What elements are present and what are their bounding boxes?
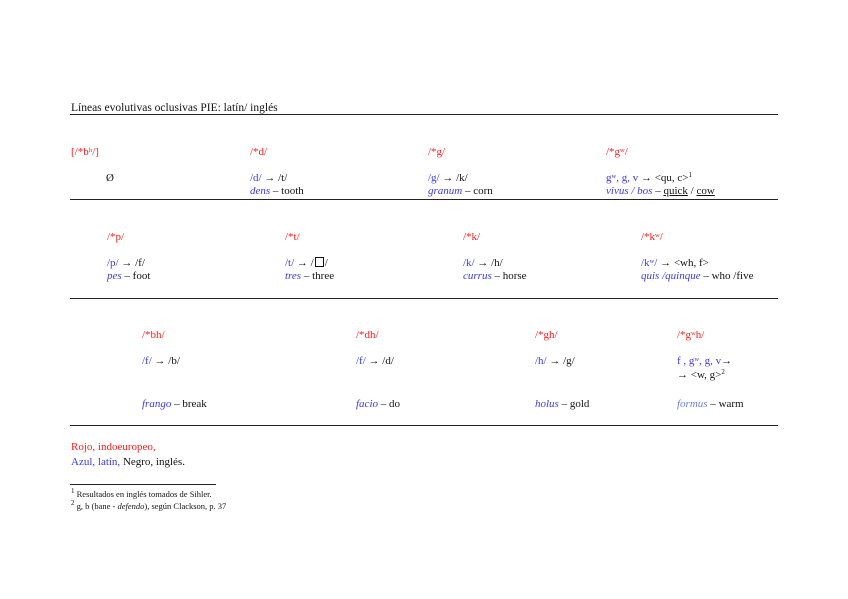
example-k <box>463 270 527 283</box>
legend-black: Negro, inglés. <box>122 456 185 468</box>
latin-word: facio <box>356 398 378 410</box>
arrow-icon: → <box>660 257 672 269</box>
dash: – <box>174 398 180 410</box>
footnote-2 <box>71 501 226 511</box>
row2-rule <box>70 298 778 299</box>
latin-word: quis /quinque <box>641 270 701 282</box>
footnote-1 <box>71 489 212 499</box>
dash: – <box>703 270 709 282</box>
english-word: horse <box>502 270 527 282</box>
change-gwh-line1 <box>677 355 732 368</box>
change-d <box>250 172 287 185</box>
pie-t: /*t/ <box>285 231 300 243</box>
null-result: Ø <box>106 172 114 184</box>
english-word: warm <box>718 398 744 410</box>
slash-open: / <box>310 257 314 269</box>
latin-word: formus <box>677 398 708 410</box>
footnote-ref-2: 2 <box>721 368 725 376</box>
arrow-icon: → <box>677 369 688 381</box>
example-gw <box>606 185 715 198</box>
english-t: /t/ <box>278 172 288 184</box>
slash-close: / <box>324 257 328 269</box>
dash: – <box>272 185 279 197</box>
legend-blue: Azul, latín, <box>71 456 121 468</box>
example-gwh <box>677 398 744 411</box>
latin-gw: gʷ, g, v <box>606 172 639 184</box>
english-word: foot <box>132 270 151 282</box>
change-gh <box>535 355 575 368</box>
dash: – <box>380 398 387 410</box>
pie-dh: /*dh/ <box>356 329 379 341</box>
english-word-cow: cow <box>696 185 715 197</box>
example-p <box>107 270 150 283</box>
example-gh <box>535 398 589 411</box>
change-bh <box>142 355 180 368</box>
footnote-number: 1 <box>71 487 75 495</box>
pie-gw: /*gʷ/ <box>606 146 628 158</box>
dash: – <box>561 398 568 410</box>
english-h: /h/ <box>491 257 503 269</box>
row1-rule <box>70 199 778 200</box>
dash: – <box>124 270 130 282</box>
arrow-icon: → <box>121 257 133 269</box>
english-word: gold <box>569 398 590 410</box>
english-b: /b/ <box>168 355 180 367</box>
english-word: do <box>389 398 400 410</box>
pie-g: /*g/ <box>428 146 446 158</box>
example-d <box>250 185 304 198</box>
latin-word: pes <box>107 270 122 282</box>
example-kw <box>641 270 753 283</box>
arrow-icon: → <box>549 355 561 367</box>
legend-line2 <box>71 456 185 469</box>
dash: – <box>710 398 716 410</box>
pie-d: /*d/ <box>250 146 268 158</box>
change-kw <box>641 257 709 270</box>
latin-word: frango <box>142 398 172 410</box>
footnote-rule <box>70 484 216 485</box>
example-bh <box>142 398 207 411</box>
footnote-number: 2 <box>71 499 75 507</box>
legend-red: Rojo, indoeuropeo, <box>71 441 156 453</box>
pie-bh: /*bh/ <box>142 329 165 341</box>
page-title: Líneas evolutivas oclusivas PIE: latín/ inglés <box>71 102 278 114</box>
dash: – <box>464 185 471 197</box>
english-word: three <box>312 270 335 282</box>
english-word: who /five <box>711 270 754 282</box>
english-word-quick: quick <box>663 185 688 197</box>
footnote-text-ital: defendo <box>117 501 145 511</box>
english-word: corn <box>473 185 493 197</box>
change-g <box>428 172 468 185</box>
pie-gh: /*gh/ <box>535 329 558 341</box>
latin-word: holus <box>535 398 559 410</box>
arrow-icon: → <box>296 257 308 269</box>
english-d: /d/ <box>382 355 394 367</box>
latin-gwh: f , gʷ, g, v <box>677 355 722 367</box>
missing-glyph-icon <box>315 257 324 267</box>
pie-k: /*k/ <box>463 231 481 243</box>
english-qu: <qu, c> <box>654 172 689 184</box>
change-dh <box>356 355 394 368</box>
latin-word: currus <box>463 270 492 282</box>
arrow-icon: → <box>368 355 380 367</box>
latin-k: /k/ <box>463 257 475 269</box>
latin-h: /h/ <box>535 355 547 367</box>
latin-word: granum <box>428 185 463 197</box>
footnote-ref-1: 1 <box>688 171 693 179</box>
arrow-icon: → <box>264 172 276 184</box>
row3-rule <box>70 425 778 426</box>
latin-word: tres <box>285 270 302 282</box>
arrow-icon: → <box>640 172 652 184</box>
pie-kw: /*kʷ/ <box>641 231 663 243</box>
example-dh <box>356 398 400 411</box>
arrow-icon: → <box>154 355 166 367</box>
latin-word: dens <box>250 185 271 197</box>
pie-gwh: /*gʷh/ <box>677 329 705 341</box>
footnote-text: Resultados en inglés tomados de Sihler. <box>76 489 212 499</box>
latin-g: /g/ <box>428 172 440 184</box>
arrow-icon: → <box>442 172 454 184</box>
english-word: break <box>182 398 207 410</box>
english-f: /f/ <box>135 257 145 269</box>
latin-f: /f/ <box>356 355 366 367</box>
footnote-text-post: ), según Clackson, p. 37 <box>144 501 227 511</box>
dash: – <box>494 270 500 282</box>
pie-bh-bracket: [/*bʰ/] <box>71 146 99 158</box>
latin-d: /d/ <box>250 172 262 184</box>
footnote-text-pre: g, b (bane - <box>76 501 118 511</box>
english-g: /g/ <box>563 355 575 367</box>
latin-word: vivus / bos <box>606 185 653 197</box>
english-wh: <wh, f> <box>673 257 709 269</box>
slash: / <box>690 185 694 197</box>
title-rule <box>70 114 778 115</box>
pie-p: /*p/ <box>107 231 125 243</box>
dash: – <box>303 270 310 282</box>
latin-p: /p/ <box>107 257 119 269</box>
change-gw <box>606 172 692 185</box>
latin-f: /f/ <box>142 355 152 367</box>
english-k: /k/ <box>456 172 468 184</box>
latin-t: /t/ <box>285 257 295 269</box>
example-g <box>428 185 493 198</box>
change-p <box>107 257 145 270</box>
change-gwh-line2 <box>677 369 725 382</box>
example-t <box>285 270 334 283</box>
english-word: tooth <box>281 185 304 197</box>
english-w-g: <w, g> <box>690 369 722 381</box>
arrow-icon: → <box>721 355 733 367</box>
change-t <box>285 257 328 270</box>
arrow-icon: → <box>477 257 489 269</box>
change-k <box>463 257 503 270</box>
latin-kw: /kʷ/ <box>641 257 658 269</box>
dash: – <box>655 185 661 197</box>
